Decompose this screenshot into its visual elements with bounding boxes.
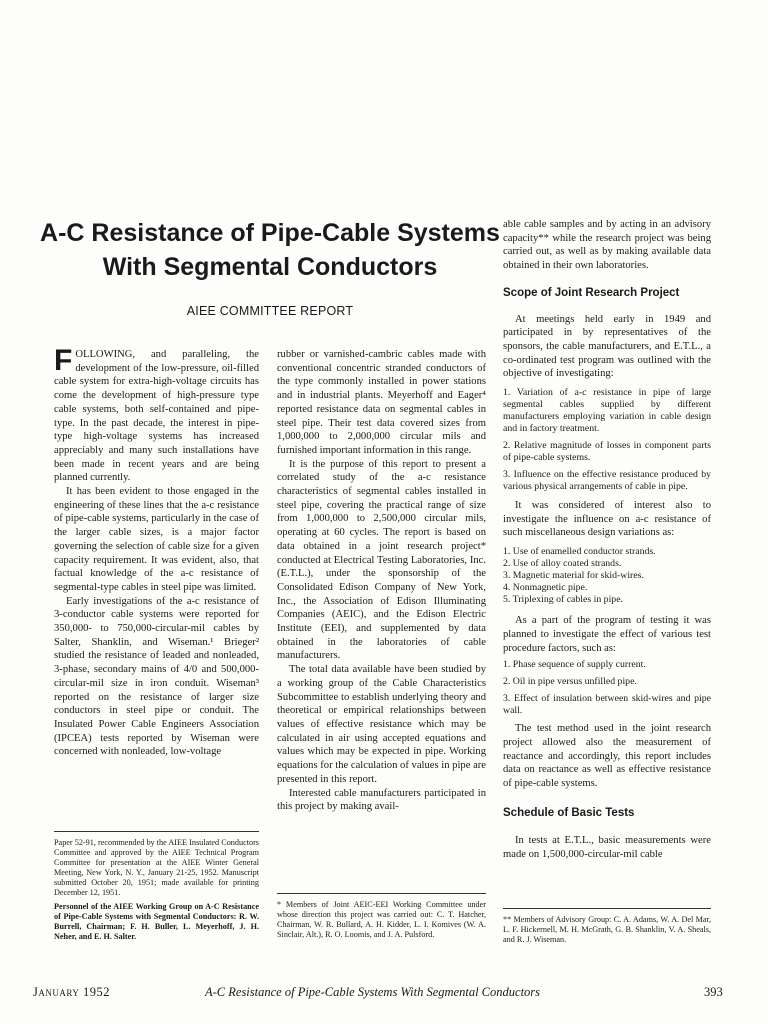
page-number: 393 xyxy=(704,985,723,999)
col2-paragraph-3: The total data available have been studied by a working group of the Cable Characteristics Subcommittee to establish underlying theory and theoretical or empirical relationships between values of effective resistance which may be calculated in air using accepted equations and values which may be expected in pipe. Working equations for the calculation of values in pipe are presented in this report. xyxy=(277,664,486,785)
drop-cap: F xyxy=(54,344,73,377)
byline: AIEE COMMITTEE REPORT xyxy=(186,304,354,318)
list-item: 1. Phase sequence of supply current. xyxy=(503,659,646,671)
advisory-group-note: ** Members of Advisory Group: C. A. Adams, W. A. Del Mar, L. F. Hickernell, M. H. McGrath, G. B. Shanklin, V. A. Sheals, and R. J. Wiseman. xyxy=(503,915,711,944)
design-variations-list xyxy=(503,546,711,606)
col3-paragraph-3: It was considered of interest also to investigate the influence on a-c resistance of such miscellaneous design variations as: xyxy=(503,500,711,539)
column-1 xyxy=(54,344,259,759)
footer-date: January 1952 xyxy=(33,985,110,999)
list-item: 2. Relative magnitude of losses in component parts of pipe-cable systems. xyxy=(503,440,711,464)
article-title xyxy=(40,216,500,284)
list-item: 5. Triplexing of cables in pipe. xyxy=(503,594,624,606)
list-item: 2. Use of alloy coated strands. xyxy=(503,558,622,570)
title-line-1: A-C Resistance of Pipe-Cable Systems xyxy=(40,219,500,247)
col1-paragraph-3: Early investigations of the a-c resistance of 3-conductor cable systems were reported for 350,000- to 750,000-circular-mil cables by Salter, Shanklin, and Wiseman.¹ Brieger² studied the resistance of leaded and nonleaded, 3-phase, secondary mains of 4/0 and 500,000-circular-mil size in iron conduit. Wiseman³ reported on the resistance of larger size conductors in steel pipe or conduit. The Insulated Power Cable Engineers Association (IPCEA) tests reported by Wiseman were concerned with nonleaded, low-voltage xyxy=(54,595,259,758)
col3-footnote xyxy=(503,915,711,949)
col3-paragraph-2: At meetings held early in 1949 and participated in by representatives of the sponsors, the cable manufacturers, and E.T.L., a co-ordinated test program was outlined with the objective of investigating: xyxy=(503,313,711,380)
list-item: 3. Magnetic material for skid-wires. xyxy=(503,570,644,582)
col1-footnotes xyxy=(54,838,259,946)
objectives-list xyxy=(503,387,711,493)
col2-paragraph-2: It is the purpose of this report to present a correlated study of the a-c resistance characteristics of segmental cables installed in steel pipe, covering the practical range of size from 1,000,000 to 2,500,000 circular mils, operating at 60 cycles. The report is based on data obtained in a joint research project* conducted at Electrical Testing Laboratories, Inc. (E.T.L.), under the sponsorship of the Consolidated Edison Company of New York, Inc., the Association of Edison Illuminating Companies (AEIC), and the Edison Electric Institute (EEI), and supplemented by data obtained in the laboratories of cable manufacturers. xyxy=(277,458,486,662)
list-item: 4. Nonmagnetic pipe. xyxy=(503,582,588,594)
section-heading-schedule: Schedule of Basic Tests xyxy=(503,806,635,819)
col1-footnote-rule xyxy=(54,831,259,832)
column-3 xyxy=(503,218,711,862)
working-committee-note: * Members of Joint AEIC-EEI Working Committee under whose direction this project was carried out: C. T. Hatcher, Chairman, W. R. Bullard, A. H. Kidder, L. I. Komives (W. A. Sinclair, Alt.), R. O. Loomis, and J. A. Pulsford. xyxy=(277,900,486,939)
list-item: 3. Influence on the effective resistance produced by various physical arrangements of cable in pipe. xyxy=(503,469,711,493)
col3-footnote-rule xyxy=(503,908,711,909)
col1-paragraph-1-text: OLLOWING, and paralleling, the development of the low-pressure, oil-filled cable system for extra-high-voltage circuits has come the development of high-pressure type cable systems, both self-contained and pipe-type. In the past decade, the interest in pipe-type high-voltage systems has increased appreciably and many such installations have been made in recent years and are being planned currently. xyxy=(54,349,259,484)
title-line-2: With Segmental Conductors xyxy=(102,253,438,281)
list-item: 1. Variation of a-c resistance in pipe of large segmental cables supplied by different manufacturers employing variation in cable design and in factory treatment. xyxy=(503,387,711,435)
list-item: 3. Effect of insulation between skid-wires and pipe wall. xyxy=(503,693,711,717)
col2-footnote-rule xyxy=(277,893,486,894)
col3-paragraph-6: In tests at E.T.L., basic measurements were made on 1,500,000-circular-mil cable xyxy=(503,835,711,861)
col1-paragraph-1 xyxy=(54,344,259,485)
procedure-factors-list xyxy=(503,659,711,717)
paper-note: Paper 52-91, recommended by the AIEE Insulated Conductors Committee and approved by the AIEE Technical Program Committee for presentation at the AIEE Winter General Meeting, New York, N. Y., January 21-25, 1952. Manuscript submitted October 20, 1951; made available for printing December 12, 1951. xyxy=(54,838,259,897)
footer-running-title: A-C Resistance of Pipe-Cable Systems With Segmental Conductors xyxy=(205,985,541,999)
section-heading-scope: Scope of Joint Research Project xyxy=(503,286,680,299)
col3-paragraph-1: able cable samples and by acting in an advisory capacity** while the research project was being carried out, as well as by making available data obtained in their own laboratories. xyxy=(503,219,711,272)
col2-paragraph-1: rubber or varnished-cambric cables made with conventional concentric stranded conductors of the type commonly installed in power stations and in industrial plants. Meyerhoff and Eager⁴ reported resistance data on segmental cables in steel pipe. Their test data covered sizes from 1,000,000 to 2,000,000 circular mils and furnished important information in this range. xyxy=(277,349,486,456)
col1-paragraph-2: It has been evident to those engaged in the engineering of these lines that the a-c resistance of pipe-cable systems, particularly in the case of the larger cable sizes, is a major factor governing the selection of cable size for a given capacity requirement. It was evident, also, that factual knowledge of the a-c resistance of segmental-type cables in steel pipe was limited. xyxy=(54,486,259,593)
column-2 xyxy=(277,348,486,814)
list-item: 1. Use of enamelled conductor strands. xyxy=(503,546,656,558)
personnel-note: Personnel of the AIEE Working Group on A-C Resistance of Pipe-Cable Systems with Segmental Conductors: R. W. Burrell, Chairman; F. H. Buller, L. Meyerhoff, J. H. Neher, and E. H. Salter. xyxy=(54,902,259,941)
col3-paragraph-4: As a part of the program of testing it was planned to investigate the effect of various test procedure factors, such as: xyxy=(503,615,711,654)
col2-paragraph-4: Interested cable manufacturers participated in this project by making avail- xyxy=(277,787,486,813)
list-item: 2. Oil in pipe versus unfilled pipe. xyxy=(503,676,637,688)
col2-footnote xyxy=(277,900,486,944)
col3-paragraph-5: The test method used in the joint research project allowed also the measurement of reactance and accordingly, this report includes data on reactance as well as effective resistance of pipe-cable systems. xyxy=(503,723,711,790)
